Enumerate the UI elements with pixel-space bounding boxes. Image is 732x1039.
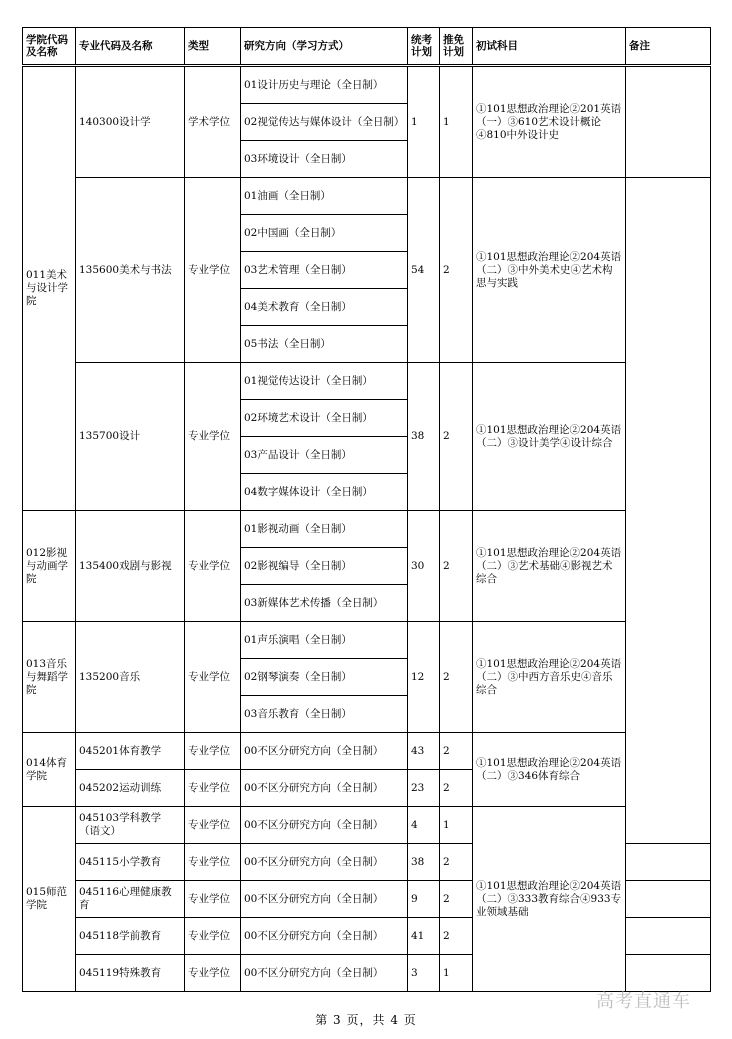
major-name: 135400戏剧与影视	[76, 511, 185, 622]
major-name: 140300设计学	[76, 66, 185, 178]
remark-cell	[626, 178, 711, 844]
research-direction: 02中国画（全日制）	[241, 215, 408, 252]
degree-type: 专业学位	[185, 511, 241, 622]
degree-type: 专业学位	[185, 881, 241, 918]
header-plan: 统考计划	[408, 28, 440, 66]
plan-count: 43	[408, 733, 440, 770]
remark-cell	[626, 918, 711, 955]
exam-subjects: ①101思想政治理论②204英语（二）③中外美术史④艺术构思与实践	[473, 178, 626, 363]
degree-type: 专业学位	[185, 178, 241, 363]
admissions-table	[22, 27, 711, 992]
college-name: 013音乐与舞蹈学院	[23, 622, 76, 733]
degree-type: 专业学位	[185, 844, 241, 881]
exempt-count: 1	[440, 807, 473, 844]
exam-subjects: ①101思想政治理论②204英语（二）③333教育综合④933专业领域基础	[473, 807, 626, 992]
plan-count: 38	[408, 363, 440, 511]
major-name: 135700设计	[76, 363, 185, 511]
research-direction: 00不区分研究方向（全日制）	[241, 955, 408, 992]
header-subjects: 初试科目	[473, 28, 626, 66]
major-name: 135600美术与书法	[76, 178, 185, 363]
table-row	[23, 807, 711, 844]
remark-cell	[626, 844, 711, 881]
major-name: 045202运动训练	[76, 770, 185, 807]
exam-subjects: ①101思想政治理论②204英语（二）③中西方音乐史④音乐综合	[473, 622, 626, 733]
exempt-count: 2	[440, 622, 473, 733]
exempt-count: 2	[440, 844, 473, 881]
research-direction: 02环境艺术设计（全日制）	[241, 400, 408, 437]
header-exempt: 推免计划	[440, 28, 473, 66]
exempt-count: 2	[440, 178, 473, 363]
table-row	[23, 363, 711, 400]
research-direction: 03产品设计（全日制）	[241, 437, 408, 474]
table-row	[23, 178, 711, 215]
exempt-count: 2	[440, 363, 473, 511]
major-name: 045201体育教学	[76, 733, 185, 770]
research-direction: 02钢琴演奏（全日制）	[241, 659, 408, 696]
plan-count: 9	[408, 881, 440, 918]
degree-type: 专业学位	[185, 807, 241, 844]
header-college: 学院代码及名称	[23, 28, 76, 66]
plan-count: 12	[408, 622, 440, 733]
exempt-count: 2	[440, 770, 473, 807]
plan-count: 30	[408, 511, 440, 622]
table-row	[23, 733, 711, 770]
college-name: 011美术与设计学院	[23, 66, 76, 511]
plan-count: 4	[408, 807, 440, 844]
exempt-count: 2	[440, 881, 473, 918]
research-direction: 05书法（全日制）	[241, 326, 408, 363]
research-direction: 00不区分研究方向（全日制）	[241, 881, 408, 918]
exam-subjects: ①101思想政治理论②204英语（二）③设计美学④设计综合	[473, 363, 626, 511]
exempt-count: 1	[440, 955, 473, 992]
research-direction: 00不区分研究方向（全日制）	[241, 733, 408, 770]
header-remark: 备注	[626, 28, 711, 66]
plan-count: 41	[408, 918, 440, 955]
header-direction: 研究方向（学习方式）	[241, 28, 408, 66]
exam-subjects: ①101思想政治理论②201英语（一）③610艺术设计概论④810中外设计史	[473, 66, 626, 178]
college-name: 014体育学院	[23, 733, 76, 807]
research-direction: 01油画（全日制）	[241, 178, 408, 215]
plan-count: 23	[408, 770, 440, 807]
degree-type: 专业学位	[185, 733, 241, 770]
exempt-count: 2	[440, 511, 473, 622]
header-type: 类型	[185, 28, 241, 66]
research-direction: 00不区分研究方向（全日制）	[241, 807, 408, 844]
research-direction: 01影视动画（全日制）	[241, 511, 408, 548]
major-name: 045116心理健康教育	[76, 881, 185, 918]
header-row	[23, 28, 711, 66]
major-name: 045103学科教学（语文）	[76, 807, 185, 844]
research-direction: 04美术教育（全日制）	[241, 289, 408, 326]
remark-cell	[626, 955, 711, 992]
research-direction: 01声乐演唱（全日制）	[241, 622, 408, 659]
college-name: 015师范学院	[23, 807, 76, 992]
remark-cell	[626, 881, 711, 918]
research-direction: 03环境设计（全日制）	[241, 141, 408, 178]
page-footer: 第 3 页，共 4 页	[315, 1013, 417, 1027]
degree-type: 专业学位	[185, 770, 241, 807]
research-direction: 04数字媒体设计（全日制）	[241, 474, 408, 511]
exempt-count: 2	[440, 733, 473, 770]
exam-subjects: ①101思想政治理论②204英语（二）③346体育综合	[473, 733, 626, 807]
exam-subjects: ①101思想政治理论②204英语（二）③艺术基础④影视艺术综合	[473, 511, 626, 622]
research-direction: 03艺术管理（全日制）	[241, 252, 408, 289]
table-row	[23, 66, 711, 104]
degree-type: 专业学位	[185, 622, 241, 733]
major-name: 045119特殊教育	[76, 955, 185, 992]
header-major: 专业代码及名称	[76, 28, 185, 66]
watermark: 高考直通车	[596, 991, 691, 1012]
research-direction: 01设计历史与理论（全日制）	[241, 66, 408, 104]
research-direction: 02影视编导（全日制）	[241, 548, 408, 585]
plan-count: 38	[408, 844, 440, 881]
plan-count: 54	[408, 178, 440, 363]
research-direction: 02视觉传达与媒体设计（全日制）	[241, 104, 408, 141]
exempt-count: 2	[440, 918, 473, 955]
research-direction: 03新媒体艺术传播（全日制）	[241, 585, 408, 622]
plan-count: 3	[408, 955, 440, 992]
research-direction: 00不区分研究方向（全日制）	[241, 770, 408, 807]
major-name: 135200音乐	[76, 622, 185, 733]
exempt-count: 1	[440, 66, 473, 178]
research-direction: 01视觉传达设计（全日制）	[241, 363, 408, 400]
research-direction: 00不区分研究方向（全日制）	[241, 844, 408, 881]
degree-type: 专业学位	[185, 363, 241, 511]
major-name: 045118学前教育	[76, 918, 185, 955]
major-name: 045115小学教育	[76, 844, 185, 881]
plan-count: 1	[408, 66, 440, 178]
research-direction: 03音乐教育（全日制）	[241, 696, 408, 733]
research-direction: 00不区分研究方向（全日制）	[241, 918, 408, 955]
college-name: 012影视与动画学院	[23, 511, 76, 622]
remark-cell	[626, 66, 711, 178]
degree-type: 专业学位	[185, 955, 241, 992]
table-row	[23, 511, 711, 548]
degree-type: 专业学位	[185, 918, 241, 955]
degree-type: 学术学位	[185, 66, 241, 178]
table-row	[23, 622, 711, 659]
